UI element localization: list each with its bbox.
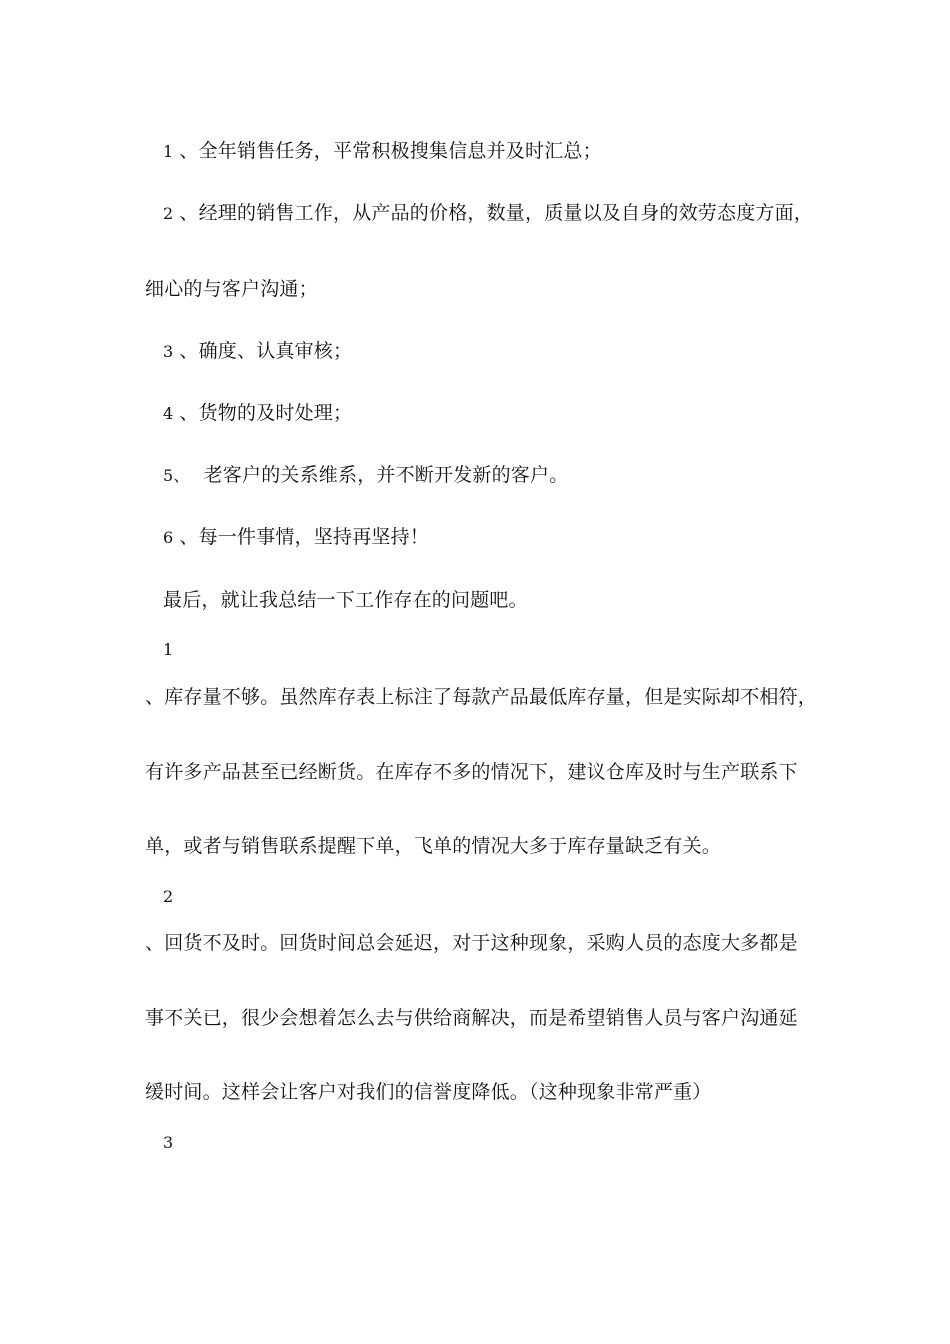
item-number: 5、 bbox=[163, 466, 190, 485]
item-text: 、经理的销售工作，从产品的价格，数量，质量以及自身的效劳态度方面， bbox=[179, 202, 813, 224]
summary-intro: 最后，就让我总结一下工作存在的问题吧。 bbox=[163, 589, 528, 611]
item-text: 、确度、认真审核； bbox=[179, 340, 353, 362]
item-number: 2 bbox=[163, 204, 174, 223]
problem-1-line-3: 单，或者与销售联系提醒下单，飞单的情况大多于库存量缺乏有关。 bbox=[145, 835, 722, 857]
item-text: 、每一件事情，坚持再坚持！ bbox=[179, 526, 429, 548]
list-item-6 bbox=[163, 525, 429, 550]
problem-2-number: 2 bbox=[163, 887, 174, 906]
list-item-2-continuation bbox=[145, 277, 318, 301]
problem-2-line-3: 缓时间。这样会让客户对我们的信誉度降低。（这种现象非常严重） bbox=[145, 1081, 712, 1103]
list-item-4 bbox=[163, 401, 352, 426]
item-text: 、全年销售任务，平常积极搜集信息并及时汇总； bbox=[179, 140, 602, 162]
problem-3-number: 3 bbox=[163, 1133, 174, 1152]
item-number: 1 bbox=[163, 142, 174, 161]
item-text: 、货物的及时处理； bbox=[179, 402, 353, 424]
problem-1-line-1: 、库存量不够。虽然库存表上标注了每款产品最低库存量，但是实际却不相符， bbox=[145, 686, 818, 708]
problem-2-line-2: 事不关已，很少会想着怎么去与供给商解决，而是希望销售人员与客户沟通延 bbox=[145, 1007, 798, 1029]
item-number: 4 bbox=[163, 404, 174, 423]
item-number: 6 bbox=[163, 528, 174, 547]
item-number: 3 bbox=[163, 342, 174, 361]
problem-1-line-2: 有许多产品甚至已经断货。在库存不多的情况下，建议仓库及时与生产联系下 bbox=[145, 761, 798, 783]
item-text: 细心的与客户沟通； bbox=[145, 278, 318, 300]
list-item-3 bbox=[163, 339, 352, 364]
list-item-2 bbox=[163, 201, 813, 226]
list-item-5 bbox=[163, 463, 568, 488]
problem-1-number: 1 bbox=[163, 640, 174, 659]
list-item-1 bbox=[163, 139, 602, 164]
item-text: 老客户的关系维系，并不断开发新的客户。 bbox=[203, 464, 569, 486]
problem-2-line-1: 、回货不及时。回货时间总会延迟，对于这种现象，采购人员的态度大多都是 bbox=[145, 932, 798, 954]
